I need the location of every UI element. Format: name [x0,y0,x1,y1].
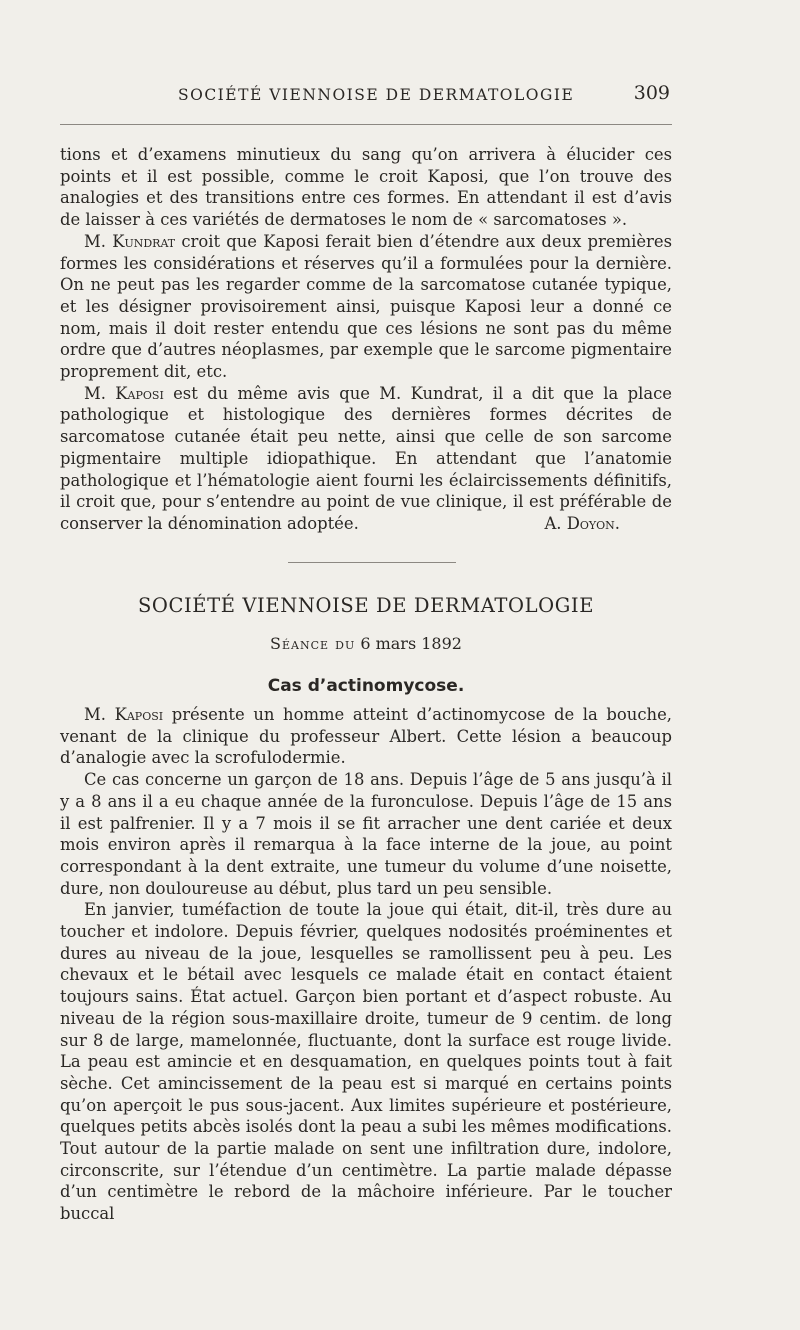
page-number: 309 [633,82,670,104]
paragraph-text: présente un homme atteint d’actinomycose de la bouche, venant de la clinique du professeur Albert. Cette lésion a beaucoup d’analogie avec la scrofulodermie. [60,705,672,768]
paragraph: tions et d’examens minutieux du sang qu’on arrivera à élucider ces points et il est possible, comme le croit Kaposi, que l’on trouve des analogies et des transitions entre ces formes. En attendant il est d’avis de laisser à ces variétés de dermatoses le nom de « sarcomatoses ». [60,145,672,230]
header-rule [60,124,672,125]
session-date-value: 6 mars 1892 [360,634,462,653]
discussion-text [60,144,672,535]
session-date [60,634,672,653]
paragraph: Ce cas concerne un garçon de 18 ans. Depuis l’âge de 5 ans jusqu’à il y a 8 ans il a eu chaque année de la furonculose. Depuis l’âge de 15 ans il est palfrenier. Il y a 7 mois il se fit arracher une dent cariée et deux mois environ après il remarqua à la face interne de la joue, au point correspondant à la dent extraite, une tumeur du volume d’une noisette, dure, non douloureuse au début, plus tard un peu sensible. [60,770,672,898]
session-label: Séance du [270,634,356,653]
paragraph [60,231,672,383]
paragraph [60,704,672,769]
speaker-name: M. Kaposi [84,705,164,724]
case-title: Cas d’actinomycose. [267,676,465,696]
author-signature: A. Doyon. [544,513,620,533]
section-title: SOCIÉTÉ VIENNOISE DE DERMATOLOGIE [137,594,595,617]
paragraph [60,383,672,535]
section-divider [288,562,456,563]
running-title: SOCIÉTÉ VIENNOISE DE DERMATOLOGIE [178,86,575,104]
speaker-name: M. Kundrat [84,231,176,251]
case-report-text [60,704,672,1225]
paragraph-text: croit que Kaposi ferait bien d’étendre aux deux premières formes les considérations et réserves qu’il a formulées pour la dernière. On ne peut pas les regarder comme de la sarcomatose cutanée typique, et les désigner provisoirement ainsi, puisque Kaposi leur a donné ce nom, mais il doit rester entendu que ces lésions ne sont pas du même ordre que d’autres néoplasmes, par exemple que le sarcome pigmentaire proprement dit, etc. [60,231,672,382]
paragraph: En janvier, tuméfaction de toute la joue qui était, dit-il, très dure au toucher et indolore. Depuis février, quelques nodosités proéminentes et dures au niveau de la joue, lesquelles se ramollissent peu à peu. Les chevaux et le bétail avec lesquels ce malade était en contact étaient toujours sains. État actuel. Garçon bien portant et d’aspect robuste. Au niveau de la région sous-maxillaire droite, tumeur de 9 centim. de long sur 8 de large, mamelonnée, fluctuante, dont la surface est rouge livide. La peau est amincie et en desquamation, en quelques points tout à fait sèche. Cet amincissement de la peau est si marqué en certains points qu’on aperçoit le pus sous-jacent. Aux limites supérieure et postérieure, quelques petits abcès isolés dont la peau a subi les mêmes modifications. Tout autour de la partie malade on sent une infiltration dure, indolore, circonscrite, sur l’étendue d’un centimètre. La partie malade dépasse d’un centimètre le rebord de la mâchoire inférieure. Par le toucher buccal [60,900,672,1224]
paragraph-text: est du même avis que M. Kundrat, il a dit que la place pathologique et histologique des dernières formes décrites de sarcomatose cutanée était peu nette, ainsi que celle de son sarcome pigmentaire multiple idiopathique. En attendant que l’anatomie pathologique et l’hématologie aient fourni les éclaircissements définitifs, il croit que, pour s’entendre au point de vue clinique, il est préférable de conserver la dénomination adoptée. [60,383,672,533]
speaker-name: M. Kaposi [84,383,164,403]
running-header [60,82,672,112]
